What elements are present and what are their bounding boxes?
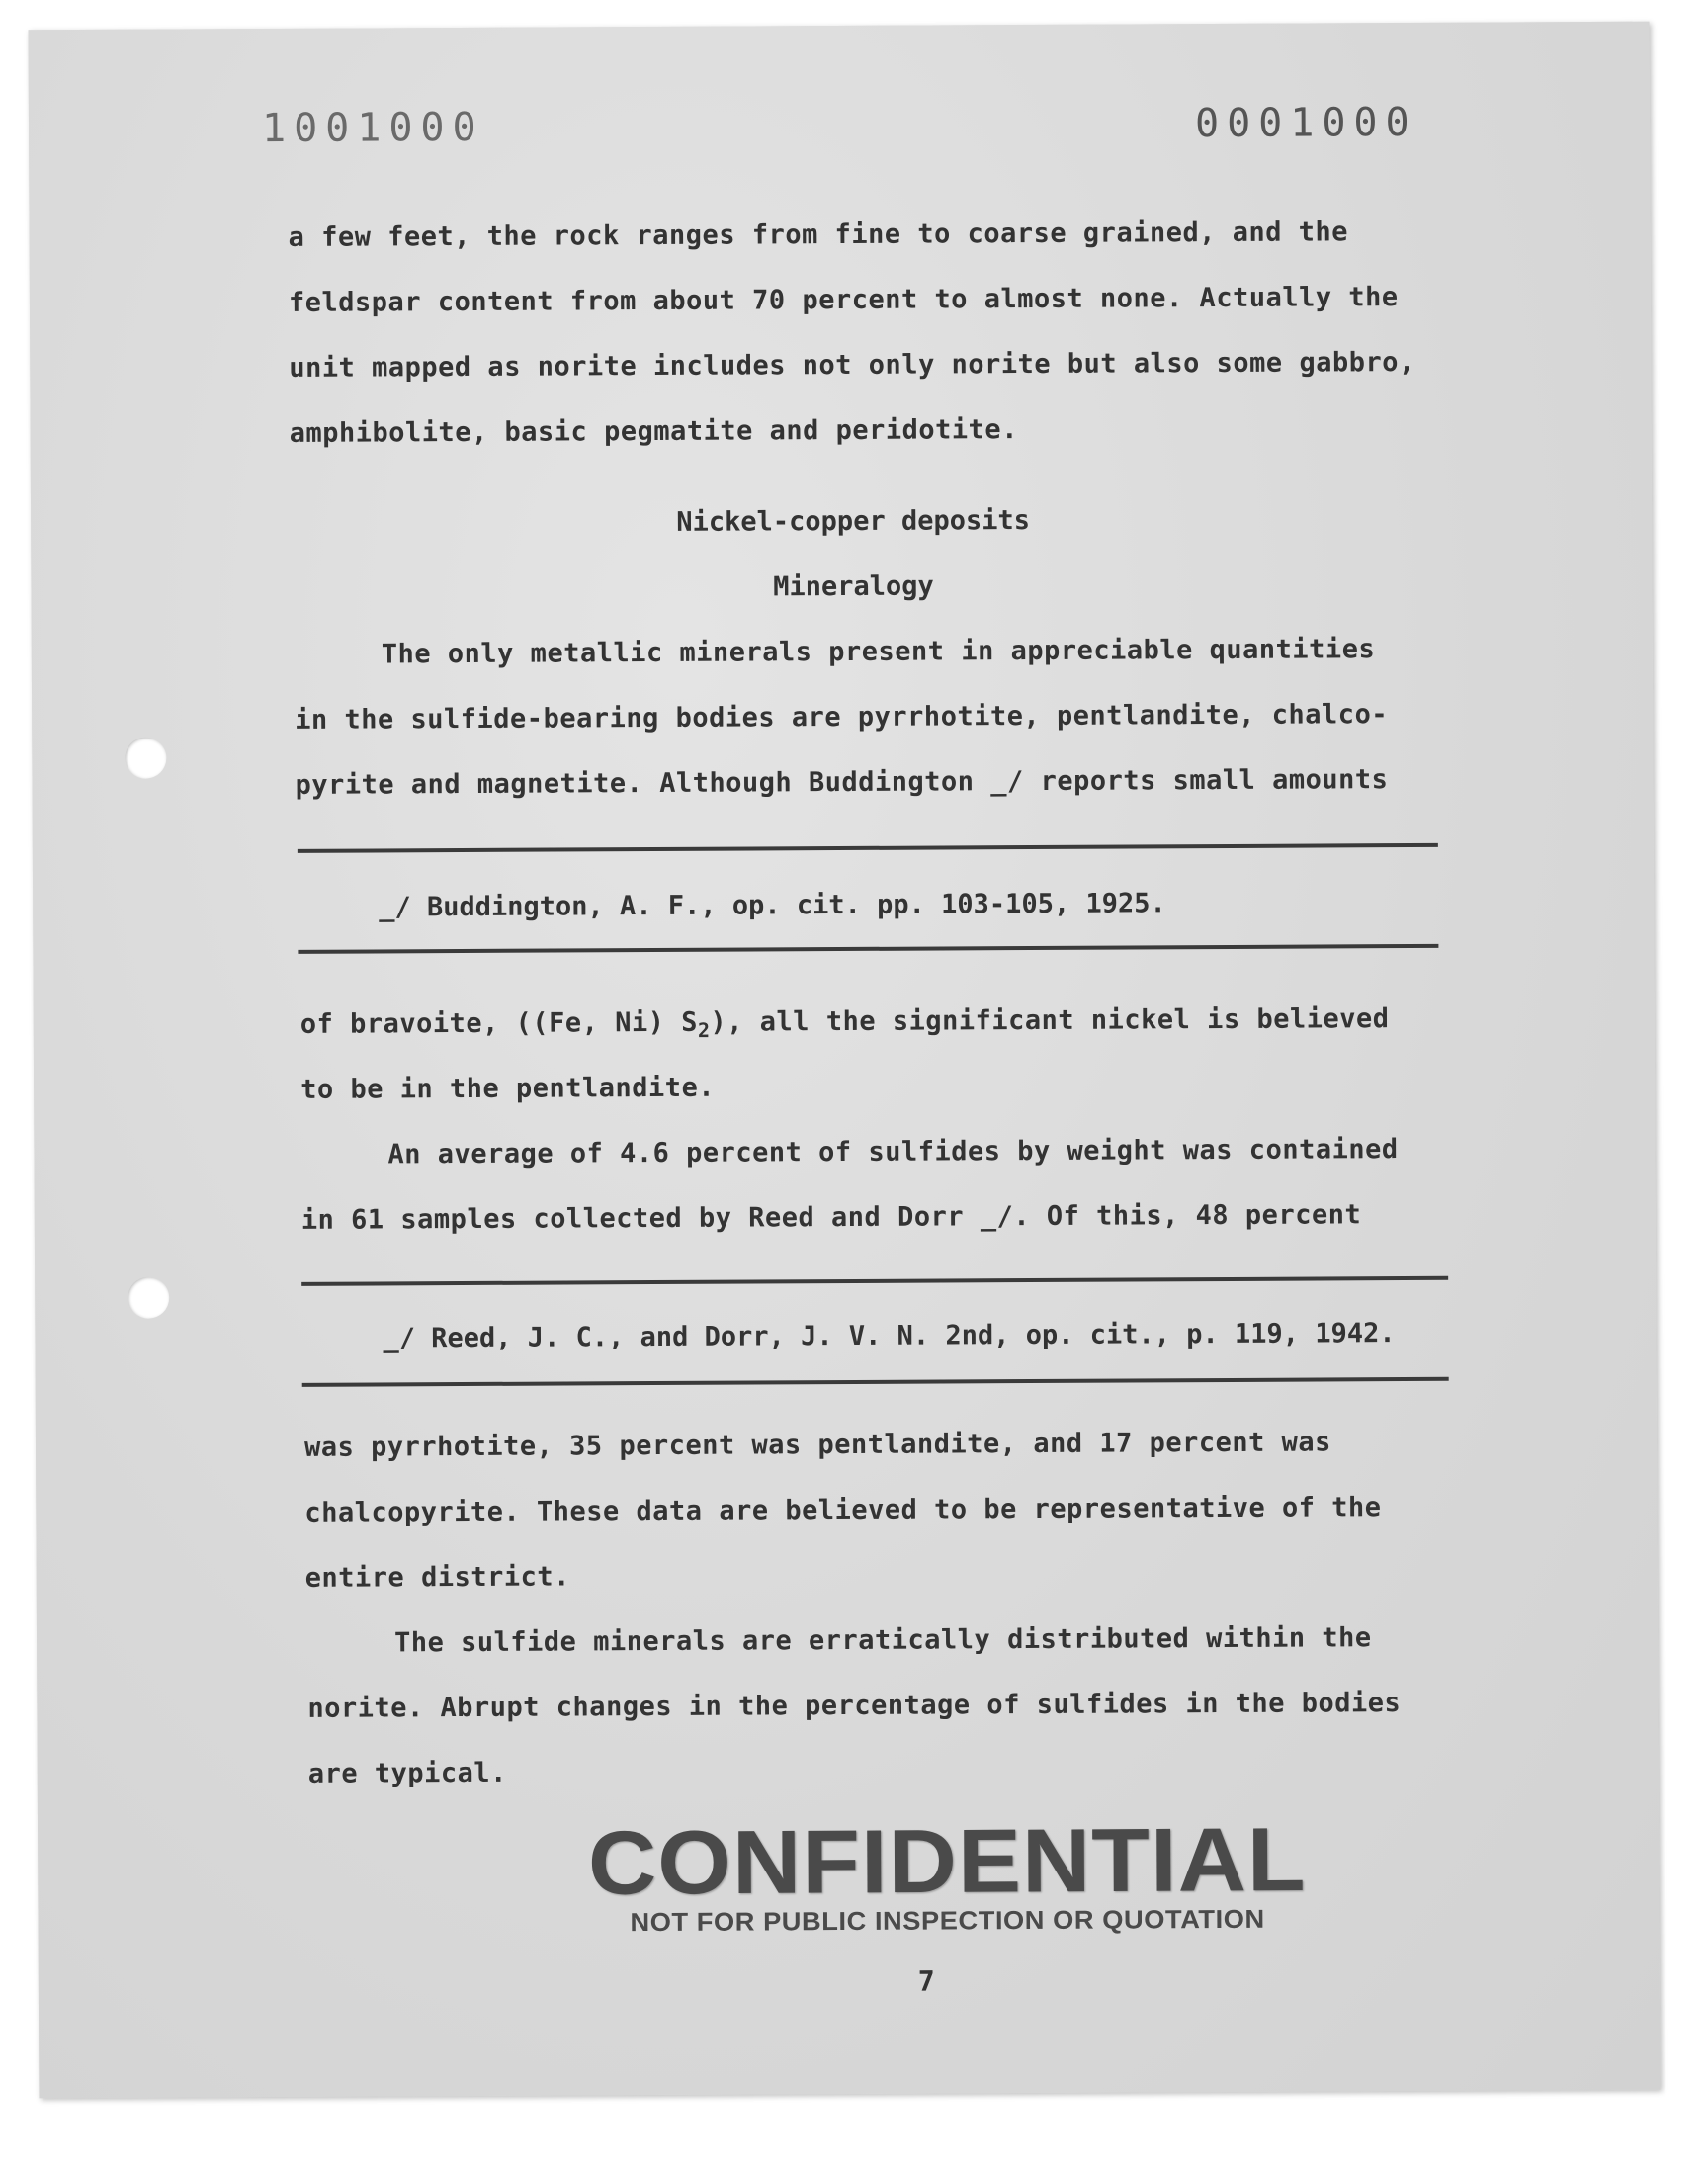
footnote-rule xyxy=(301,1276,1448,1286)
text-line: unit mapped as norite includes not only norite but also some gabbro, xyxy=(289,346,1415,384)
text-line: An average of 4.6 percent of sulfides by weight was contained xyxy=(387,1134,1399,1171)
text-line: in 61 samples collected by Reed and Dorr _/. Of this, 48 percent xyxy=(300,1199,1362,1236)
text-line: a few feet, the rock ranges from fine to coarse grained, and the xyxy=(288,217,1349,253)
footnote-rule xyxy=(302,1377,1449,1387)
serial-number-right: 0001000 xyxy=(1194,99,1417,147)
text-line: of bravoite, ((Fe, Ni) $S_2$), all the significant nickel is believed xyxy=(299,1003,1390,1043)
footnote: _/ Reed, J. C., and Dorr, J. V. N. 2nd, op. cit., p. 119, 1942. xyxy=(383,1318,1396,1354)
footnote: _/ Buddington, A. F., op. cit. pp. 103-105, 1925. xyxy=(379,888,1166,923)
text-line: amphibolite, basic pegmatite and peridotite. xyxy=(289,414,1018,449)
stamp-subtitle: NOT FOR PUBLIC INSPECTION OR QUOTATION xyxy=(630,1903,1265,1938)
punch-hole xyxy=(125,738,166,779)
text-line: pyrite and magnetite. Although Buddington _/ reports small amounts xyxy=(295,764,1389,801)
text-line: feldspar content from about 70 percent to almost none. Actually the xyxy=(288,282,1399,318)
stamp-title: CONFIDENTIAL xyxy=(587,1809,1307,1914)
text-line: The sulfide minerals are erratically distributed within the xyxy=(394,1622,1372,1659)
page-number: 7 xyxy=(917,1964,935,1998)
text-line: norite. Abrupt changes in the percentage of sulfides in the bodies xyxy=(307,1688,1402,1724)
punch-hole xyxy=(128,1277,169,1319)
subsection-heading: Mineralogy xyxy=(773,570,934,603)
serial-number-left: 1001000 xyxy=(261,104,484,152)
text-line: are typical. xyxy=(307,1757,507,1789)
confidential-stamp xyxy=(561,1809,1333,1938)
footnote-rule xyxy=(298,843,1438,853)
text-line: chalcopyrite. These data are believed to be representative of the xyxy=(304,1492,1382,1528)
text-line: entire district. xyxy=(304,1561,570,1594)
text-line: in the sulfide-bearing bodies are pyrrhotite, pentlandite, chalco- xyxy=(295,699,1389,736)
section-heading: Nickel-copper deposits xyxy=(676,505,1031,538)
text-line: to be in the pentlandite. xyxy=(300,1072,716,1105)
footnote-rule xyxy=(298,944,1438,954)
text-line: was pyrrhotite, 35 percent was pentlandite, and 17 percent was xyxy=(303,1427,1331,1463)
document-page xyxy=(29,22,1661,2099)
text-line: The only metallic minerals present in appreciable quantities xyxy=(381,634,1376,670)
